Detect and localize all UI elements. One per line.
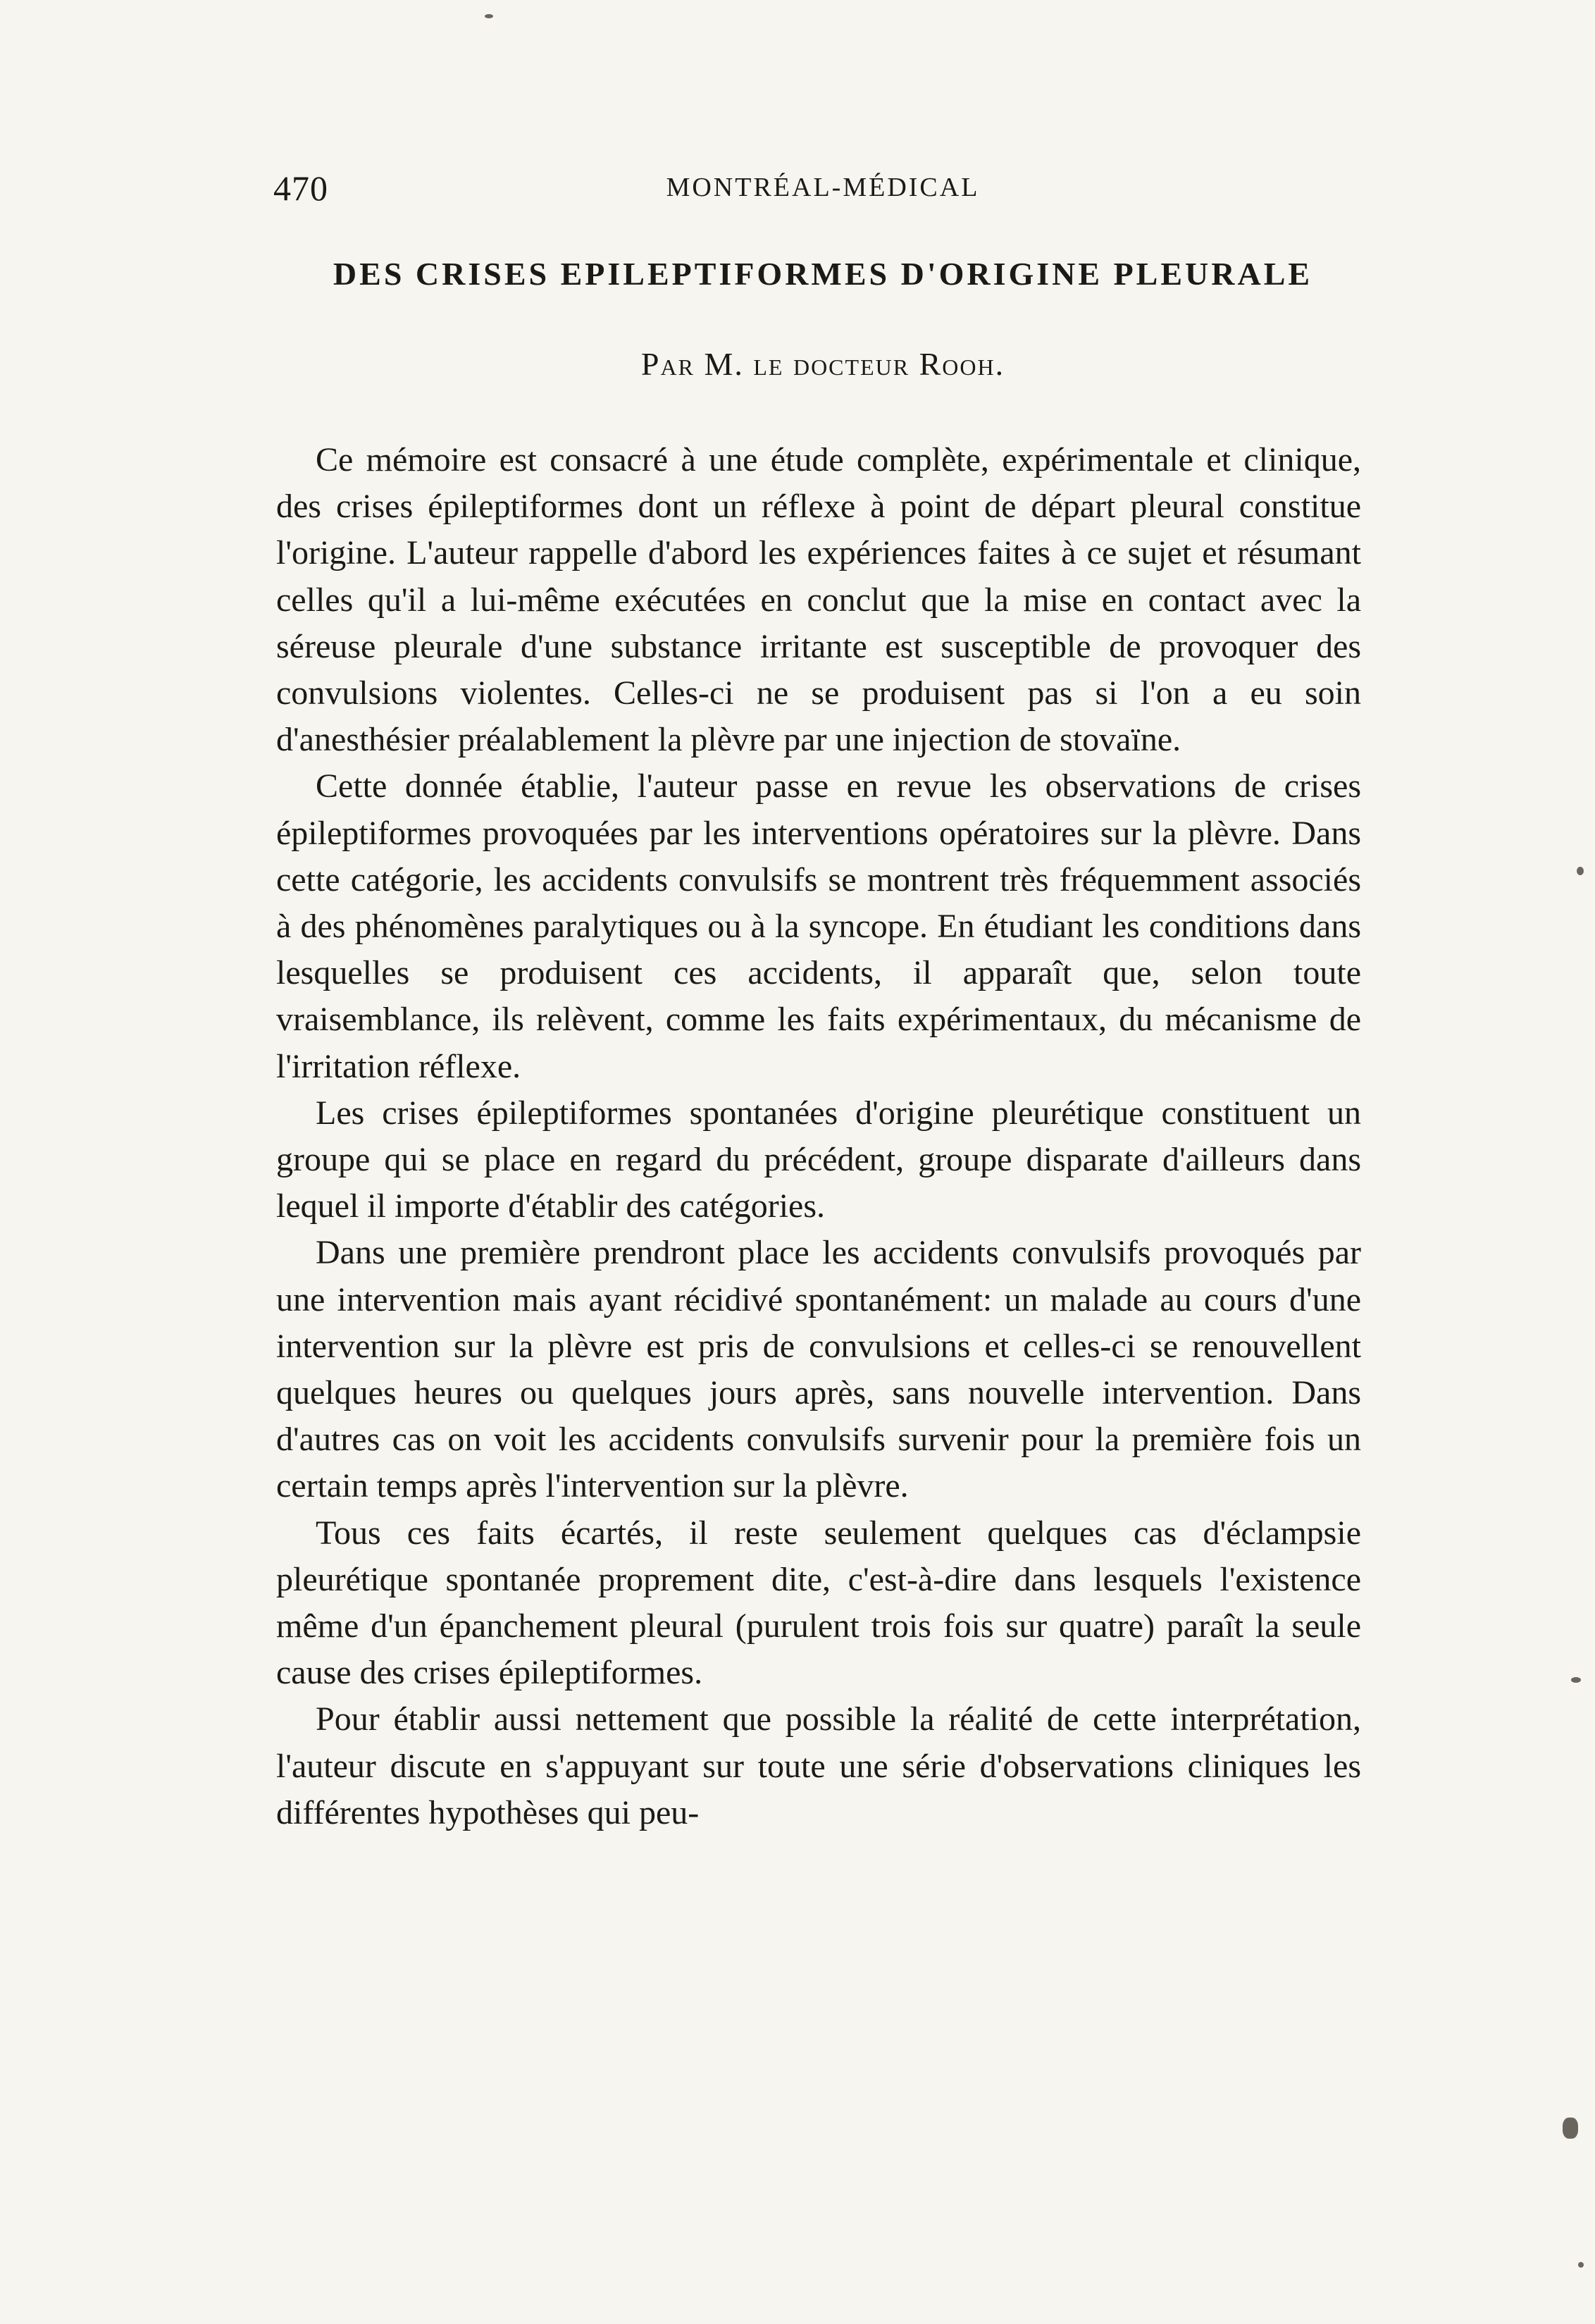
journal-name: MONTRÉAL-MÉDICAL (666, 173, 980, 202)
scan-speck (485, 14, 493, 18)
author-byline: Par M. le docteur Rooh. (640, 346, 1005, 382)
article-body (276, 437, 1361, 1836)
article-title: DES CRISES EPILEPTIFORMES D'ORIGINE PLEURALE (333, 256, 1313, 292)
paragraph: Ce mémoire est consacré à une étude complète, expérimentale et clinique, des crises épileptiformes dont un réflexe à point de départ pleural constitue l'origine. L'auteur rappelle d'abord les expériences faites à ce sujet et résumant celles qu'il a lui-même exécutées en conclut que la mise en contact avec la séreuse pleurale d'une substance irritante est susceptible de provoquer des convulsions violentes. Celles-ci ne se produisent pas si l'on a eu soin d'anesthésier préalablement la plèvre par une injection de stovaïne. (276, 441, 1361, 759)
paragraph: Dans une première prendront place les accidents convulsifs provoqués par une intervention mais ayant récidivé spontanément: un malade au cours d'une intervention sur la plèvre est pris de convulsions et celles-ci se renouvellent quelques heures ou quelques jours après, sans nouvelle intervention. Dans d'autres cas on voit les accidents convulsifs survenir pour la première fois un certain temps après l'intervention sur la plèvre. (276, 1234, 1361, 1505)
scan-speck (1571, 1677, 1581, 1683)
scan-speck (1563, 2118, 1578, 2139)
page-number: 470 (273, 168, 328, 208)
paragraph: Cette donnée établie, l'auteur passe en revue les observations de crises épileptiformes provoquées par les interventions opératoires sur la plèvre. Dans cette catégorie, les accidents convulsifs se montrent très fréquemment associés à des phénomènes paralytiques ou à la syncope. En étudiant les conditions dans lesquelles se produisent ces accidents, il apparaît que, selon toute vraisemblance, ils relèvent, comme les faits expérimentaux, du mécanisme de l'irritation réflexe. (276, 767, 1361, 1085)
running-head (273, 168, 1372, 217)
paragraph: Les crises épileptiformes spontanées d'origine pleurétique constituent un groupe qui se place en regard du précédent, groupe disparate d'ailleurs dans lequel il importe d'établir des catégories. (276, 1094, 1361, 1225)
scan-speck (1577, 867, 1584, 875)
paragraph: Pour établir aussi nettement que possible la réalité de cette interprétation, l'auteur discute en s'appuyant sur toute une série d'observations cliniques les différentes hypothèses qui peu- (276, 1700, 1361, 1831)
scan-speck (1578, 2262, 1584, 2268)
paragraph: Tous ces faits écartés, il reste seulement quelques cas d'éclampsie pleurétique spontanée proprement dite, c'est-à-dire dans lesquels l'existence même d'un épanchement pleural (purulent trois fois sur quatre) paraît la seule cause des crises épileptiformes. (276, 1514, 1361, 1692)
